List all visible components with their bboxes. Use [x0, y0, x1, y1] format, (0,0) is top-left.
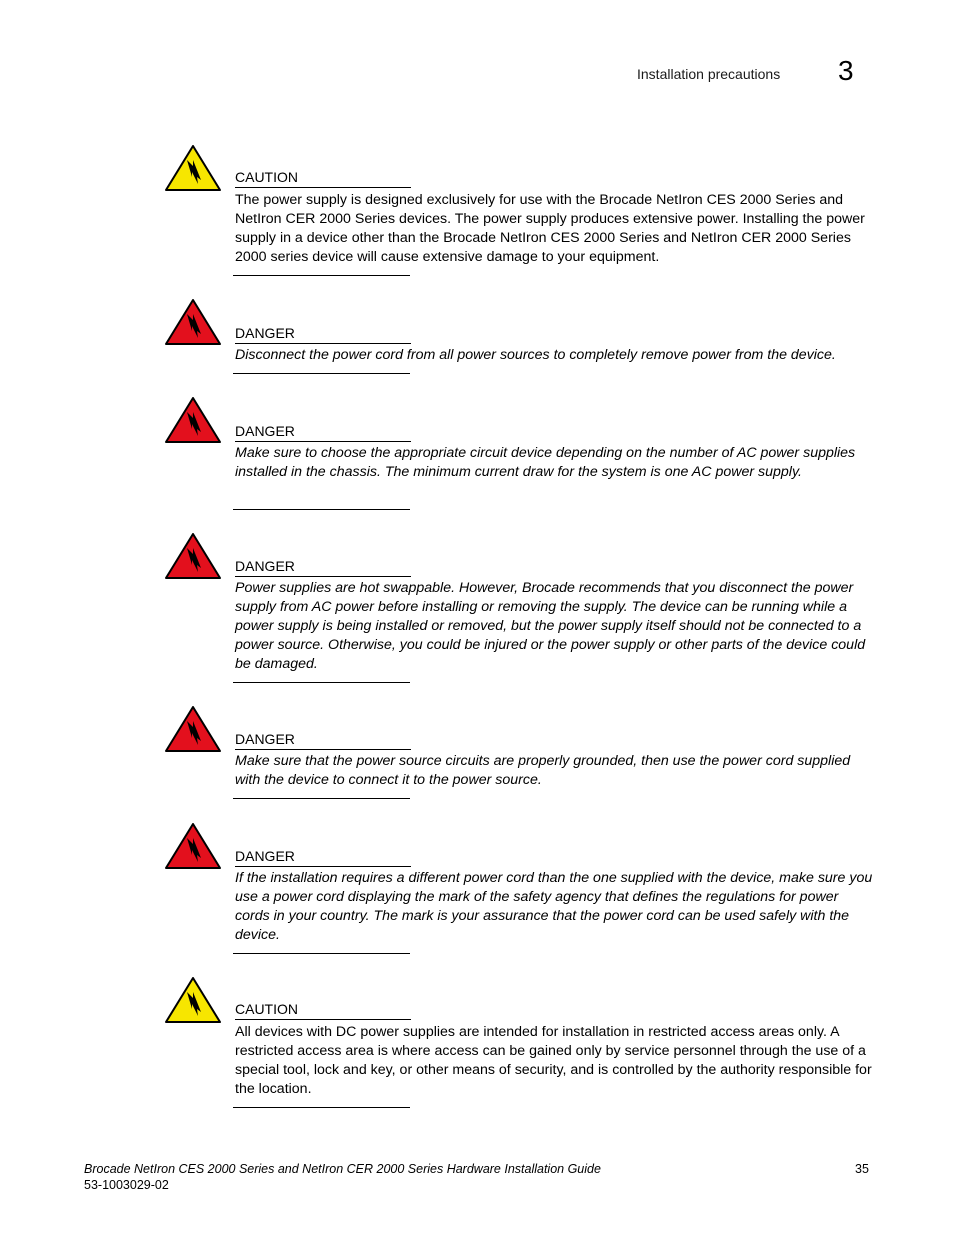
- notice-end-rule: [233, 682, 410, 683]
- caution-bolt-icon: [164, 144, 222, 192]
- notice-label: CAUTION: [235, 1000, 411, 1020]
- notice-text: All devices with DC power supplies are intended for installation in restricted access areas only. A restricted access area is where access can be gained only by service personnel through the use of a special tool, lock and key, or other means of security, and is controlled by the authority responsible for the location.: [235, 1024, 872, 1097]
- notice-text: Disconnect the power cord from all power sources to completely remove power from the device.: [235, 347, 836, 363]
- notice-end-rule: [233, 373, 410, 374]
- notice-label: DANGER: [235, 557, 411, 577]
- notice-end-rule: [233, 509, 410, 510]
- danger-bolt-icon: [164, 298, 222, 346]
- running-header: Installation precautions: [637, 66, 781, 82]
- notice-end-rule: [233, 953, 410, 954]
- page-number: 35: [855, 1162, 869, 1176]
- notice-end-rule: [233, 1107, 410, 1108]
- footer-document-title: Brocade NetIron CES 2000 Series and NetIron CER 2000 Series Hardware Installation Guide: [84, 1162, 601, 1176]
- danger-bolt-icon: [164, 705, 222, 753]
- notice-label: DANGER: [235, 422, 411, 442]
- chapter-number: 3: [838, 55, 854, 86]
- danger-bolt-icon: [164, 822, 222, 870]
- notice-end-rule: [233, 798, 410, 799]
- notice-text: If the installation requires a different power cord than the one supplied with the device, make sure you use a power cord displaying the mark of the safety agency that defines the regulations for power cords in your country. The mark is your assurance that the power cord can be used safely with the device.: [235, 870, 873, 943]
- notice-text: Power supplies are hot swappable. However, Brocade recommends that you disconnect the power supply from AC power before installing or removing the supply. The device can be running while a power supply is being installed or removed, but the power supply itself should not be connected to a power source. Otherwise, you could be injured or the power supply or other parts of the device could be damaged.: [235, 580, 866, 672]
- notice-text: The power supply is designed exclusively for use with the Brocade NetIron CES 2000 Series and NetIron CER 2000 Series devices. The power supply produces extensive power. Installing the power supply in a device other than the Brocade NetIron CES 2000 Series and NetIron CER 2000 Series 2000 series device will cause extensive damage to your equipment.: [235, 192, 865, 265]
- notice-end-rule: [233, 275, 410, 276]
- danger-bolt-icon: [164, 396, 222, 444]
- notice-label: CAUTION: [235, 168, 411, 188]
- notice-label: DANGER: [235, 324, 411, 344]
- notice-text: Make sure to choose the appropriate circuit device depending on the number of AC power supplies installed in the chassis. The minimum current draw for the system is one AC power supply.: [235, 445, 856, 480]
- notice-label: DANGER: [235, 730, 411, 750]
- notice-text: Make sure that the power source circuits are properly grounded, then use the power cord supplied with the device to connect it to the power source.: [235, 753, 851, 788]
- footer-document-number: 53-1003029-02: [84, 1178, 169, 1192]
- danger-bolt-icon: [164, 532, 222, 580]
- caution-bolt-icon: [164, 976, 222, 1024]
- notice-label: DANGER: [235, 847, 411, 867]
